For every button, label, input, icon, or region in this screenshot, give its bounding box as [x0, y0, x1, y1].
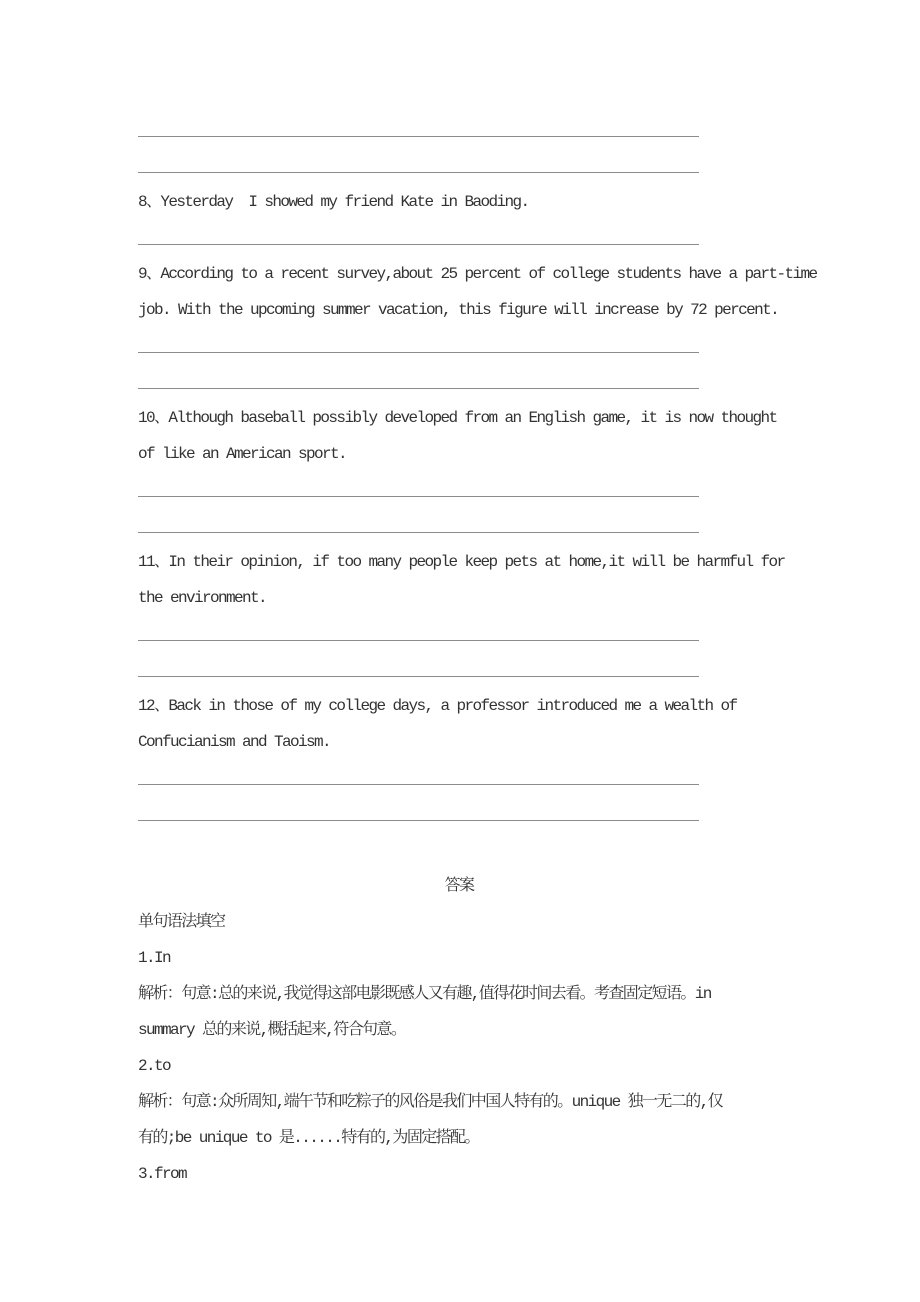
answer-3: 3.from [138, 1165, 187, 1183]
answer-blank-line [138, 364, 920, 400]
question-11-text-line-1: 11、In their opinion, if too many people keep pets at home,it will be harmful for [138, 553, 785, 571]
question-8-text: 8、Yesterday I showed my friend Kate in Baoding. [138, 193, 529, 211]
blank-underline [138, 388, 699, 389]
question-9-text-line-2: job. With the upcoming summer vacation, this figure will increase by 72 percent. [138, 301, 779, 319]
blank-underline [138, 244, 699, 245]
explanation-1-line-1: 解析：句意:总的来说,我觉得这部电影既感人又有趣,值得花时间去看。考查固定短语。in [138, 985, 711, 1003]
question-10-text-line-2: of like an American sport. [138, 445, 347, 463]
blank-underline [138, 532, 699, 533]
answer-blank-line [138, 472, 920, 508]
blank-underline [138, 136, 699, 137]
answers-heading: 答案 [444, 877, 474, 895]
question-11-text-line-2: the environment. [138, 589, 267, 607]
answer-blank-line [138, 796, 920, 832]
section-title-grammar-fill: 单句语法填空 [138, 913, 225, 931]
answer-blank-line [138, 508, 920, 544]
answer-blank-line [138, 148, 920, 184]
answer-2: 2.to [138, 1057, 171, 1075]
blank-underline [138, 820, 699, 821]
blank-underline [138, 352, 699, 353]
answer-blank-line [138, 328, 920, 364]
spacer [138, 832, 920, 868]
answer-blank-line [138, 760, 920, 796]
question-12-text-line-1: 12、Back in those of my college days, a professor introduced me a wealth of [138, 697, 737, 715]
blank-underline [138, 172, 699, 173]
answer-blank-line [138, 616, 920, 652]
answer-blank-line [138, 112, 920, 148]
blank-underline [138, 640, 699, 641]
answer-1: 1.In [138, 949, 171, 967]
question-9-text-line-1: 9、According to a recent survey,about 25 percent of college students have a part-time [138, 265, 817, 283]
answer-blank-line [138, 652, 920, 688]
blank-underline [138, 496, 699, 497]
explanation-2-line-2: 有的;be unique to 是......特有的,为固定搭配。 [138, 1129, 479, 1147]
blank-underline [138, 784, 699, 785]
explanation-2-line-1: 解析：句意:众所周知,端午节和吃粽子的风俗是我们中国人特有的。unique 独一无二的,仅 [138, 1093, 723, 1111]
blank-underline [138, 676, 699, 677]
answer-blank-line [138, 220, 920, 256]
question-12-text-line-2: Confucianism and Taoism. [138, 733, 331, 751]
explanation-1-line-2: summary 总的来说,概括起来,符合句意。 [138, 1021, 406, 1039]
question-10-text-line-1: 10、Although baseball possibly developed from an English game, it is now thought [138, 409, 777, 427]
